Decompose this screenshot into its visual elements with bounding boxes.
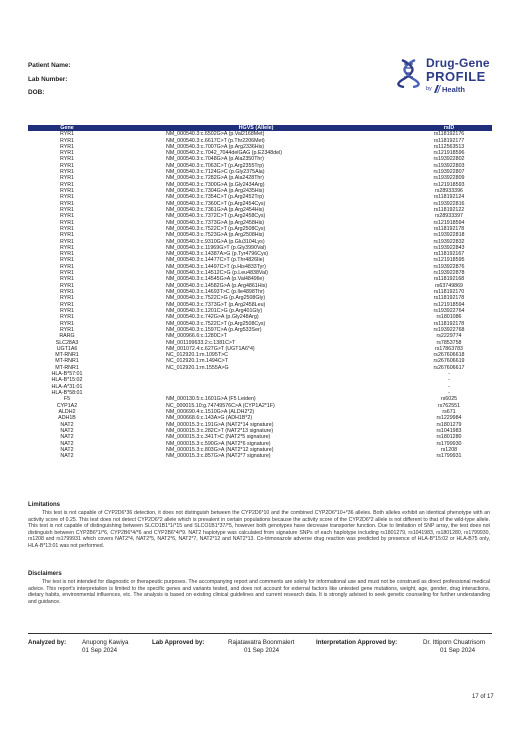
- health-brand-icon: [434, 85, 441, 93]
- rsid-cell: rs28933397: [435, 213, 463, 220]
- rsid-cell: rs112563513: [433, 143, 465, 150]
- rsid-cell: rs121918593: [433, 181, 465, 188]
- gene-cell: RYR1: [59, 169, 75, 176]
- rsid-cell: rs118192122: [433, 206, 465, 213]
- rsid-cell: rs193922764: [433, 307, 465, 314]
- gene-cell: RYR1: [59, 314, 75, 321]
- rsid-cell: rs1208: [440, 446, 458, 453]
- rsid-cell: rs121918594: [433, 219, 465, 226]
- gene-cell: HLA-B*58:01: [51, 390, 83, 397]
- hgvs-cell: NM_000540.3:c.7523G>A (p.Arg2508His): [166, 232, 265, 239]
- hgvs-cell: NC_000015.10:g.74749576C>A (CYP1A2*1F): [166, 402, 275, 409]
- analyzed-by-date: 01 Sep 2024: [82, 647, 118, 654]
- page-number: 17 of 17: [472, 694, 494, 700]
- gene-cell: RYR1: [59, 175, 75, 182]
- gene-cell: RYR1: [59, 270, 75, 277]
- hgvs-cell: NM_000540.3:c.14477C>T (p.Thr4826Ile): [166, 257, 265, 264]
- hgvs-cell: NM_000540.3:c.14387A>G (p.Tyr4796Cys): [166, 251, 269, 258]
- rsid-cell: rs193922832: [433, 238, 465, 245]
- gene-cell: NAT2: [60, 434, 74, 441]
- hgvs-cell: NM_000015.3:c.590G>A (NAT2*6 signature): [166, 440, 271, 447]
- gene-cell: RYR1: [59, 200, 75, 207]
- hgvs-cell: NM_000540.3:c.14693T>C (p.Ile4898Thr): [166, 289, 265, 296]
- gene-cell: RYR1: [59, 295, 75, 302]
- rsid-cell: rs193922876: [433, 263, 465, 270]
- interpretation-approved-label: Interpretation Approved by:: [316, 639, 398, 646]
- rsid-cell: rs118192177: [433, 137, 465, 144]
- rsid-cell: rs121918594: [433, 301, 465, 308]
- gene-cell: RYR1: [59, 162, 75, 169]
- rsid-cell: rs118192170: [433, 289, 465, 296]
- hgvs-cell: NM_000015.3:c.341T>C (NAT2*5 signature): [166, 434, 271, 441]
- gene-cell: RYR1: [59, 326, 75, 333]
- gene-cell: NAT2: [60, 446, 74, 453]
- gene-cell: MT-RNR1: [55, 364, 79, 371]
- rsid-cell: rs1801280: [436, 434, 462, 441]
- gene-cell: F5: [63, 396, 71, 403]
- gene-cell: RYR1: [59, 213, 75, 220]
- interpretation-approved-date: 01 Sep 2024: [440, 647, 476, 654]
- rsid-cell: rs1801279: [436, 421, 462, 428]
- gene-cell: ALDH2: [58, 408, 76, 415]
- rsid-cell: rs671: [442, 408, 456, 415]
- rsid-cell: rs1229984: [436, 415, 462, 422]
- rsid-cell: rs193922818: [433, 232, 465, 239]
- limitations-text: This test is not capable of CYP2D6*36 detection, it does not distinguish between the CYP2D6*10 and the combined CYP2D6*10+*36 alleles. Both alleles exhibit an identical phenotype with an activity score of 0.25. This test does not detect CYP2D6*2 allele which is prevalent in certain populations because the activity score of the CYP2D6*2 allele is not different to that of the wild-type allele. This test is not capable of distinguishing between SLCO1B1*1/*15 and SLCO1B1*37/*5, however both genotypes have decrease transporter function. Due to limitation of SNP array, the test does not distinguish between CYP2B6*1/*6, CYP2B6*4/*6 and CYP2B6*4/*9. NAT2 haplotype was calculated from signature SNPs of each haplotype including rs1801279, rs1041983, rs1801280, rs1799930, rs1208 and rs1799931 which covers NAT2*4, NAT2*5, NAT2*6, NAT2*7, NAT2*12 and NAT2*13. Co-trimoxazole adverse drug reaction was predicted by presence of HLA-B*15:02 or HLA-B75 only, HLA-B*13:01 was not performed.: [28, 510, 490, 549]
- hgvs-cell: NM_000540.3:c.7360C>T (p.Arg2454Cys): [166, 200, 266, 207]
- hgvs-cell: NM_000540.3:c.6617C>T (p.Thr2206Met): [166, 137, 265, 144]
- table-row: [28, 453, 492, 459]
- hgvs-cell: NM_000540.3:c.7373G>T (p.Arg2458Leu): [166, 301, 266, 308]
- hgvs-cell: NM_000540.3:c.7304G>A (p.Arg2435His): [166, 188, 265, 195]
- hgvs-cell: NM_000540.3:c.7373G>A (p.Arg2458His): [166, 219, 265, 226]
- divider: [28, 633, 492, 634]
- hgvs-cell: NC_012920.1:m.1494C>T: [166, 358, 228, 365]
- gene-cell: HLA-B*15:02: [51, 377, 83, 384]
- gene-cell: RYR1: [59, 257, 75, 264]
- hgvs-cell: NC_012920.1:m.1095T>C: [166, 352, 228, 359]
- logo-line1: Drug-Gene: [426, 56, 490, 70]
- hgvs-cell: NM_000540.3:c.7522C>T (p.Arg2508Cys): [166, 320, 266, 327]
- hgvs-cell: NM_000015.3:c.282C>T (NAT2*13 signature): [166, 427, 274, 434]
- gene-cell: HLA-B*57:01: [51, 371, 83, 378]
- interpretation-approved-name: Dr. Ittiporn Chuatrisorn: [423, 639, 486, 646]
- hgvs-cell: NM_000540.3:c.7522C>T (p.Arg2508Cys): [166, 225, 266, 232]
- hgvs-cell: NM_000540.3:c.1201C>G (p.Arg401Gly): [166, 307, 263, 314]
- hgvs-cell: NM_000540.3:c.7354C>T (p.Arg2452Trp): [166, 194, 264, 201]
- gene-cell: RYR1: [59, 137, 75, 144]
- rsid-cell: rs121918595: [433, 257, 465, 264]
- rsid-cell: rs7853758: [436, 339, 462, 346]
- rsid-cell: rs193922878: [433, 270, 465, 277]
- rsid-cell: rs267606618: [433, 352, 465, 359]
- rsid-cell: rs193922809: [433, 175, 465, 182]
- gene-cell: RYR1: [59, 307, 75, 314]
- dob-label: DOB:: [28, 89, 45, 96]
- gene-cell: RYR1: [59, 156, 75, 163]
- hgvs-cell: NM_000540.2:c.7042_7044delGAG (p.E2348del): [166, 150, 283, 157]
- gene-cell: RYR1: [59, 276, 75, 283]
- lab-approved-name: Rajatawatra Boonmalert: [228, 639, 295, 646]
- gene-cell: NAT2: [60, 421, 74, 428]
- dna-icon: [396, 58, 422, 88]
- rsid-cell: rs118192124: [433, 194, 465, 201]
- disclaimers-text: The test is not intended for diagnostic or therapeutic purposes. The accompanying report and comments are solely for informational use and must not be construed as direct professional medical advice. This report's interpretation is limited to the specific genes and variants tested, and does not account for external factors like untested gene mutations, weight, age, gender, drug interactions, dietary habits, environmental influences, etc. The analysis is based on existing clinical guidelines and current research data. It is strongly advised to seek genetic counseling for further understanding and guidance.: [28, 579, 490, 605]
- gene-cell: CYP1A2: [56, 402, 78, 409]
- hgvs-cell: NM_000540.3:c.7372C>T (p.Arg2458Cys): [166, 213, 266, 220]
- rsid-cell: -: [448, 390, 450, 397]
- rsid-cell: rs63749869: [435, 282, 463, 289]
- rsid-cell: rs1799930: [436, 440, 462, 447]
- hgvs-cell: NM_000015.3:c.857G>A (NAT2*7 signature): [166, 453, 271, 460]
- rsid-cell: rs193922802: [433, 156, 465, 163]
- hgvs-cell: NM_000130.5:c.1601G>A (F5 Leiden): [166, 396, 256, 403]
- gene-cell: RYR1: [59, 289, 75, 296]
- gene-cell: RYR1: [59, 238, 75, 245]
- gene-cell: RYR1: [59, 232, 75, 239]
- rsid-cell: rs118192178: [433, 295, 465, 302]
- hgvs-cell: NM_000540.3:c.6502G>A (p.Val2168Met): [166, 131, 265, 138]
- rsid-cell: rs17863783: [435, 345, 463, 352]
- hgvs-cell: NM_000668.6:c.143A>G (ADH1B*2): [166, 415, 253, 422]
- hgvs-cell: NM_000540.3:c.7361G>A (p.Arg2454His): [166, 206, 265, 213]
- rsid-cell: rs762551: [437, 402, 461, 409]
- rsid-cell: rs6025: [440, 396, 458, 403]
- rsid-cell: rs193922803: [433, 162, 465, 169]
- rsid-cell: rs118192167: [433, 251, 465, 258]
- rsid-cell: -: [448, 377, 450, 384]
- gene-cell: RYR1: [59, 225, 75, 232]
- rsid-cell: rs118192168: [433, 276, 465, 283]
- rsid-cell: rs1041983: [436, 427, 462, 434]
- gene-cell: RYR1: [59, 206, 75, 213]
- col-header-rsid: rsID: [406, 125, 492, 131]
- gene-cell: ADH1B: [58, 415, 76, 422]
- gene-cell: SLC28A3: [55, 339, 79, 346]
- hgvs-cell: NM_001072.4:c.627G>T (UGT1A6*4): [166, 345, 255, 352]
- limitations-title: Limitations: [28, 502, 61, 508]
- gene-cell: RYR1: [59, 251, 75, 258]
- logo-brand: Health: [442, 85, 465, 94]
- rsid-cell: rs267606617: [433, 364, 465, 371]
- hgvs-cell: NM_000540.3:c.11969G>T (p.Gly3990Val): [166, 244, 266, 251]
- hgvs-cell: NM_000540.3:c.7124G>C (p.Gly2375Ala): [166, 169, 265, 176]
- gene-cell: RYR1: [59, 263, 75, 270]
- col-header-hgvs: HGVS (Allele): [106, 125, 406, 131]
- gene-cell: RYR1: [59, 150, 75, 157]
- gene-cell: RYR1: [59, 131, 75, 138]
- hgvs-cell: NM_000540.3:c.1597C>A (p.Arg533Ser): [166, 326, 262, 333]
- hgvs-cell: NM_000966.6:c.1280C>T: [166, 333, 227, 340]
- patient-name-label: Patient Name:: [28, 62, 71, 69]
- hgvs-cell: NM_000540.3:c.14497C>T (p.His4833Tyr): [166, 263, 266, 270]
- rsid-cell: rs2229774: [436, 333, 462, 340]
- hgvs-cell: NM_000540.3:c.14545G>A (p.Val4849Ile): [166, 276, 265, 283]
- gene-cell: RYR1: [59, 194, 75, 201]
- gene-variant-table: [28, 125, 492, 459]
- gene-cell: RYR1: [59, 244, 75, 251]
- rsid-cell: rs1799931: [436, 453, 462, 460]
- rsid-cell: rs267606619: [433, 358, 465, 365]
- gene-cell: RYR1: [59, 143, 75, 150]
- hgvs-cell: NM_000690.4:c.1510G>A (ALDH2*2): [166, 408, 255, 415]
- rsid-cell: rs193922816: [433, 200, 465, 207]
- gene-cell: HLA-A*31:01: [51, 383, 83, 390]
- lab-approved-date: 01 Sep 2024: [244, 647, 280, 654]
- hgvs-cell: NM_000540.3:c.14582G>A (p.Arg4861His): [166, 282, 268, 289]
- rsid-cell: rs121918596: [433, 150, 465, 157]
- hgvs-cell: NM_000540.3:c.7007G>A (p.Arg2336His): [166, 143, 265, 150]
- lab-approved-label: Lab Approved by:: [152, 639, 205, 646]
- gene-cell: MT-RNR1: [55, 352, 79, 359]
- gene-cell: RYR1: [59, 188, 75, 195]
- rsid-cell: rs193922768: [433, 326, 465, 333]
- lab-number-label: Lab Number:: [28, 76, 68, 83]
- rsid-cell: -: [448, 371, 450, 378]
- gene-cell: RYR1: [59, 181, 75, 188]
- hgvs-cell: NM_000540.3:c.7282G>A (p.Ala2428Thr): [166, 175, 264, 182]
- rsid-cell: rs193922843: [433, 244, 465, 251]
- hgvs-cell: NM_000540.3:c.7063C>T (p.Arg2355Trp): [166, 162, 264, 169]
- analyzed-by-label: Analyzed by:: [28, 639, 67, 646]
- rsid-cell: rs118192178: [433, 320, 465, 327]
- hgvs-cell: NM_000015.3:c.191G>A (NAT2*14 signature): [166, 421, 274, 428]
- gene-cell: RYR1: [59, 282, 75, 289]
- hgvs-cell: NM_000540.3:c.9310G>A (p.Glu3104Lys): [166, 238, 265, 245]
- rsid-cell: rs28933396: [435, 188, 463, 195]
- logo-line2: PROFILE: [426, 69, 486, 84]
- rsid-cell: -: [448, 383, 450, 390]
- gene-cell: RYR1: [59, 301, 75, 308]
- drug-gene-profile-logo: [396, 56, 496, 96]
- hgvs-cell: NM_000540.3:c.7048G>A (p.Ala2350Thr): [166, 156, 264, 163]
- logo-by: by: [426, 86, 432, 92]
- hgvs-cell: NM_000540.3:c.7522C>G (p.Arg2508Gly): [166, 295, 266, 302]
- analyzed-by-name: Anupong Kawiya: [82, 639, 129, 646]
- gene-cell: MT-RNR1: [55, 358, 79, 365]
- gene-cell: UGT1A6: [56, 345, 78, 352]
- disclaimers-title: Disclaimers: [28, 571, 62, 577]
- hgvs-cell: NM_000540.3:c.14512C>G (p.Leu4838Val): [166, 270, 268, 277]
- gene-cell: NAT2: [60, 453, 74, 460]
- gene-cell: RARG: [59, 333, 75, 340]
- rsid-cell: rs193922807: [433, 169, 465, 176]
- hgvs-cell: NM_000015.3:c.803G>A (NAT2*12 signature): [166, 446, 274, 453]
- gene-cell: RYR1: [59, 219, 75, 226]
- rsid-cell: rs1801086: [436, 314, 462, 321]
- rsid-cell: rs118192178: [433, 225, 465, 232]
- hgvs-cell: NM_000540.3:c.742G>A (p.Gly248Arg): [166, 314, 259, 321]
- table-body: [28, 131, 492, 459]
- gene-cell: NAT2: [60, 440, 74, 447]
- hgvs-cell: NC_012920.1:m.1555A>G: [166, 364, 229, 371]
- hgvs-cell: NM_000540.3:c.7300G>A (p.Gly2434Arg): [166, 181, 265, 188]
- gene-cell: RYR1: [59, 320, 75, 327]
- hgvs-cell: NM_001199633.2:c.1381C>T: [166, 339, 236, 346]
- rsid-cell: rs118192176: [433, 131, 465, 138]
- col-header-gene: Gene: [28, 125, 106, 131]
- gene-cell: NAT2: [60, 427, 74, 434]
